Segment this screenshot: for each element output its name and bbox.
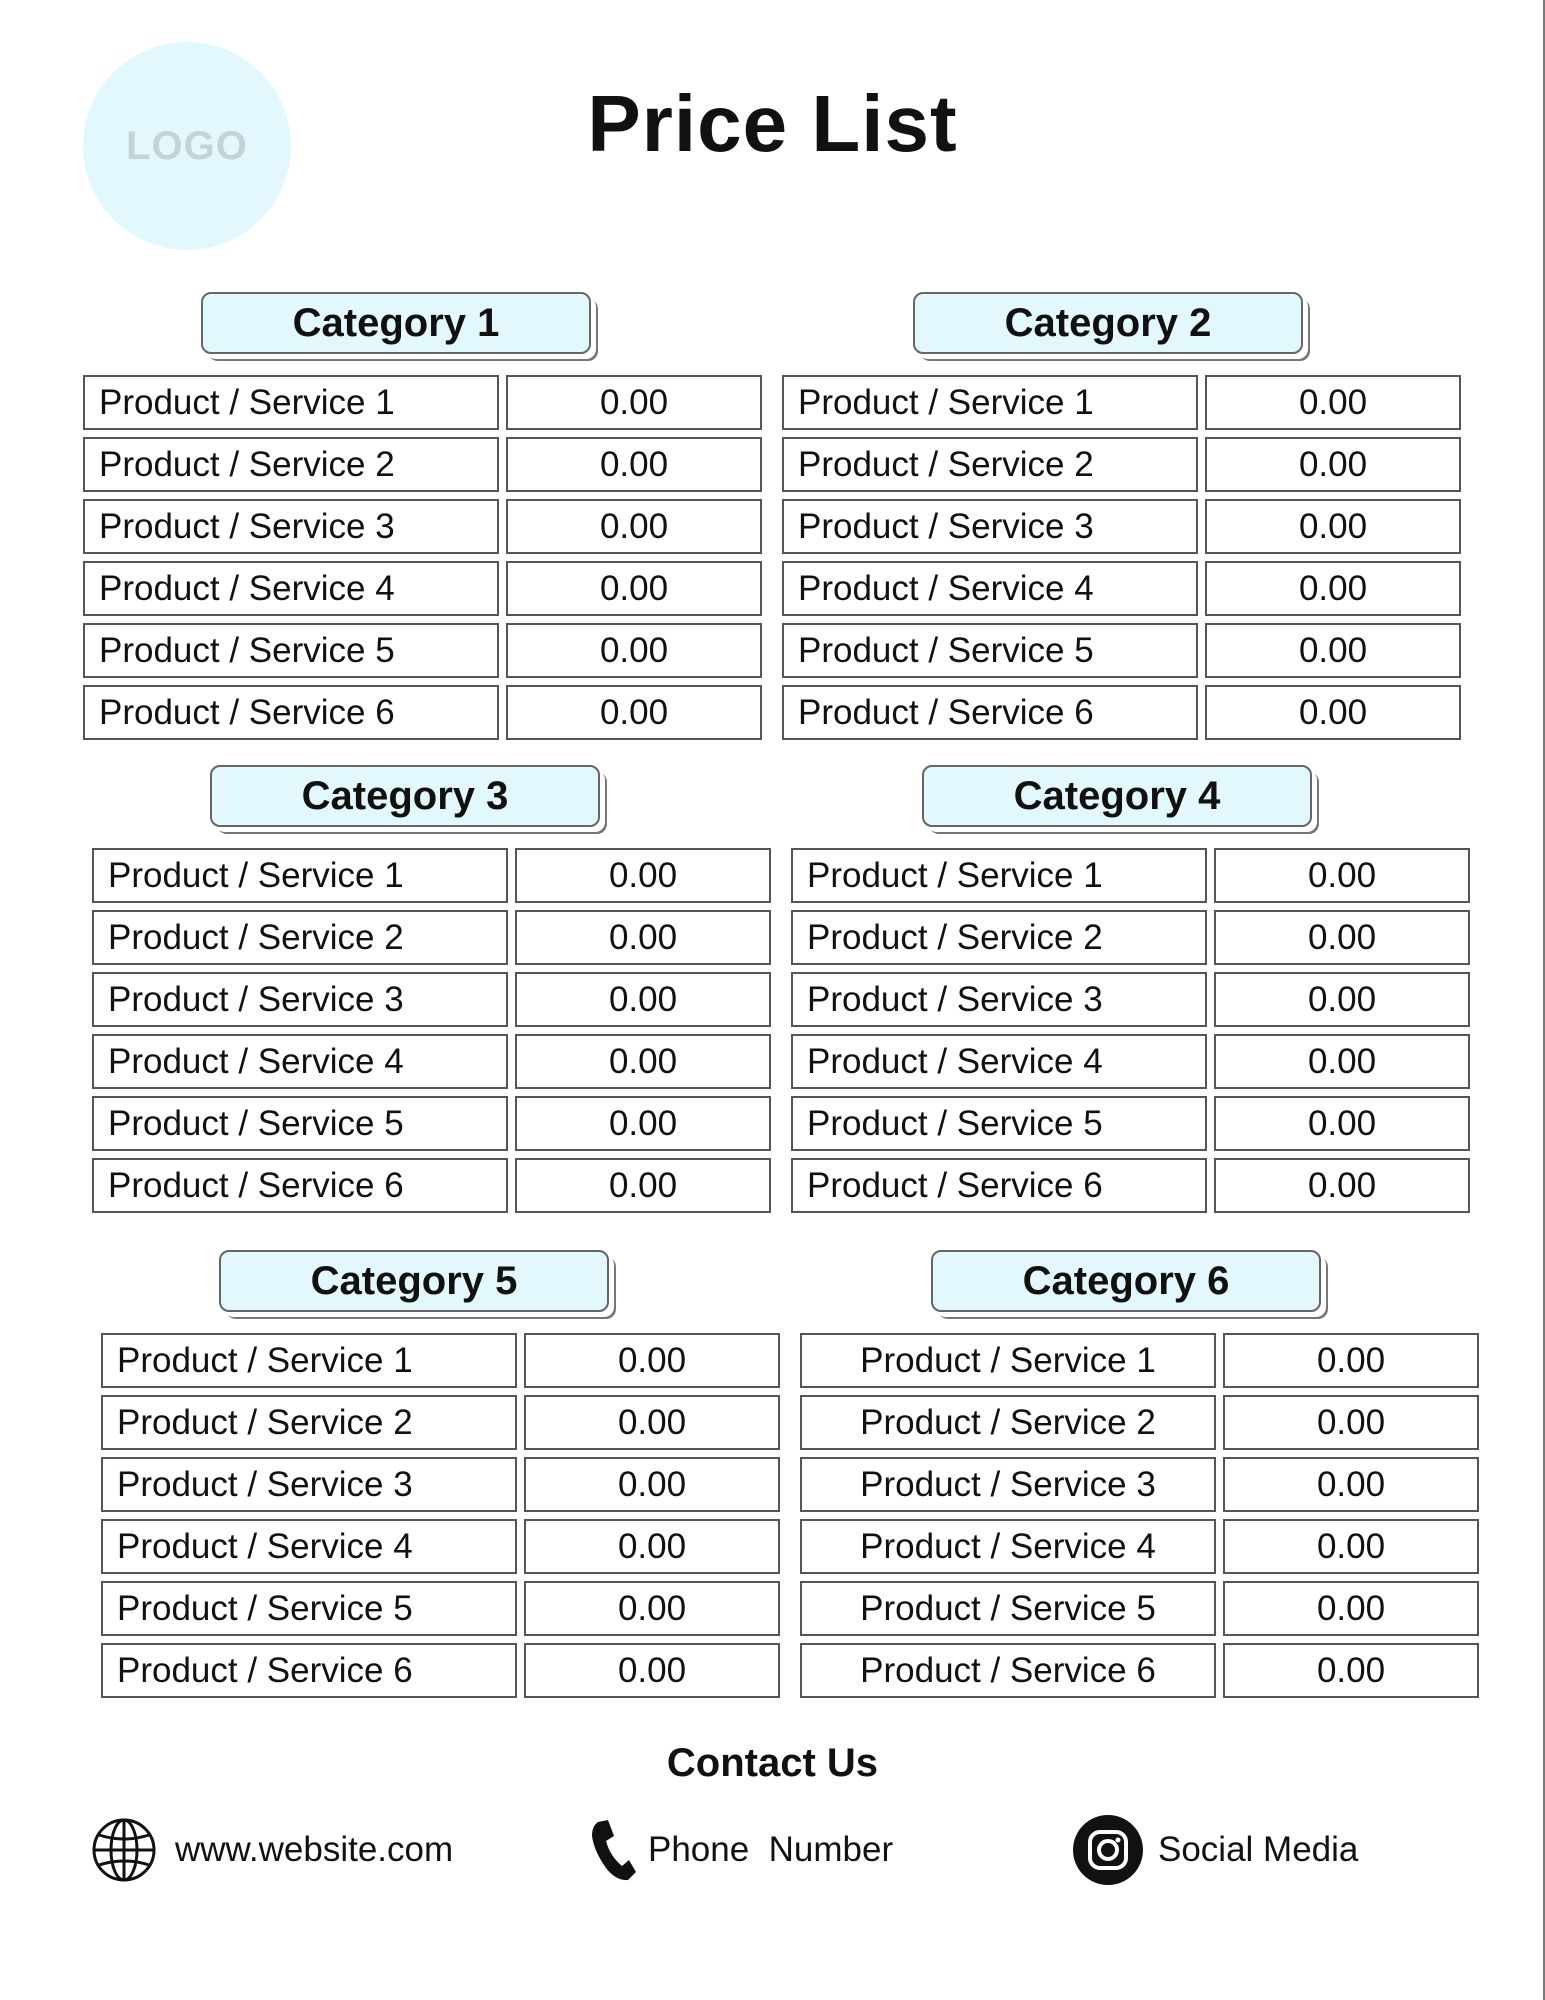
item-price-cell: 0.00 xyxy=(515,1096,771,1151)
item-name-cell: Product / Service 6 xyxy=(791,1158,1207,1213)
item-name-cell: Product / Service 1 xyxy=(101,1333,517,1388)
item-price-cell: 0.00 xyxy=(1205,375,1461,430)
item-name-cell: Product / Service 3 xyxy=(101,1457,517,1512)
item-name-cell: Product / Service 6 xyxy=(800,1643,1216,1698)
category-header: Category 4 xyxy=(922,765,1312,827)
item-name-cell: Product / Service 2 xyxy=(800,1395,1216,1450)
website-contact[interactable] xyxy=(91,1815,453,1885)
category-header: Category 2 xyxy=(913,292,1303,354)
item-name-cell: Product / Service 1 xyxy=(791,848,1207,903)
category-header: Category 6 xyxy=(931,1250,1321,1312)
item-name-cell: Product / Service 3 xyxy=(92,972,508,1027)
item-name-cell: Product / Service 5 xyxy=(800,1581,1216,1636)
item-name-cell: Product / Service 6 xyxy=(92,1158,508,1213)
item-price-cell: 0.00 xyxy=(1214,1034,1470,1089)
item-price-cell: 0.00 xyxy=(1223,1457,1479,1512)
category-header: Category 1 xyxy=(201,292,591,354)
category-header: Category 3 xyxy=(210,765,600,827)
item-price-cell: 0.00 xyxy=(1205,623,1461,678)
item-name-cell: Product / Service 1 xyxy=(83,375,499,430)
social-label: Social Media xyxy=(1158,1830,1359,1869)
item-price-cell: 0.00 xyxy=(524,1395,780,1450)
item-name-cell: Product / Service 2 xyxy=(782,437,1198,492)
contact-title: Contact Us xyxy=(666,1741,879,1785)
item-price-cell: 0.00 xyxy=(515,1158,771,1213)
item-name-cell: Product / Service 1 xyxy=(800,1333,1216,1388)
item-price-cell: 0.00 xyxy=(506,685,762,740)
globe-icon xyxy=(91,1817,157,1883)
item-price-cell: 0.00 xyxy=(524,1643,780,1698)
item-name-cell: Product / Service 6 xyxy=(83,685,499,740)
item-name-cell: Product / Service 2 xyxy=(92,910,508,965)
item-price-cell: 0.00 xyxy=(506,499,762,554)
item-price-cell: 0.00 xyxy=(1214,1158,1470,1213)
item-name-cell: Product / Service 2 xyxy=(83,437,499,492)
item-price-cell: 0.00 xyxy=(515,910,771,965)
item-name-cell: Product / Service 4 xyxy=(83,561,499,616)
item-name-cell: Product / Service 4 xyxy=(92,1034,508,1089)
item-name-cell: Product / Service 5 xyxy=(791,1096,1207,1151)
item-name-cell: Product / Service 4 xyxy=(782,561,1198,616)
logo-text: LOGO xyxy=(126,123,248,168)
item-price-cell: 0.00 xyxy=(1205,685,1461,740)
item-name-cell: Product / Service 3 xyxy=(800,1457,1216,1512)
item-price-cell: 0.00 xyxy=(506,623,762,678)
item-name-cell: Product / Service 3 xyxy=(83,499,499,554)
category-header: Category 5 xyxy=(219,1250,609,1312)
item-name-cell: Product / Service 3 xyxy=(791,972,1207,1027)
social-contact[interactable] xyxy=(1072,1815,1358,1885)
item-name-cell: Product / Service 5 xyxy=(83,623,499,678)
item-price-cell: 0.00 xyxy=(524,1333,780,1388)
item-price-cell: 0.00 xyxy=(506,561,762,616)
item-name-cell: Product / Service 1 xyxy=(782,375,1198,430)
item-price-cell: 0.00 xyxy=(524,1581,780,1636)
item-name-cell: Product / Service 2 xyxy=(101,1395,517,1450)
phone-contact[interactable] xyxy=(588,1815,893,1885)
item-price-cell: 0.00 xyxy=(506,375,762,430)
instagram-icon xyxy=(1072,1814,1144,1886)
item-price-cell: 0.00 xyxy=(1214,910,1470,965)
item-price-cell: 0.00 xyxy=(524,1519,780,1574)
item-price-cell: 0.00 xyxy=(1205,561,1461,616)
item-price-cell: 0.00 xyxy=(1214,1096,1470,1151)
phone-icon xyxy=(588,1818,638,1882)
item-price-cell: 0.00 xyxy=(1214,848,1470,903)
page-title: Price List xyxy=(587,79,958,168)
item-name-cell: Product / Service 1 xyxy=(92,848,508,903)
phone-label: Phone Number xyxy=(648,1830,894,1869)
item-price-cell: 0.00 xyxy=(1223,1395,1479,1450)
item-price-cell: 0.00 xyxy=(1223,1581,1479,1636)
item-name-cell: Product / Service 2 xyxy=(791,910,1207,965)
item-price-cell: 0.00 xyxy=(1205,437,1461,492)
item-price-cell: 0.00 xyxy=(1223,1519,1479,1574)
item-name-cell: Product / Service 5 xyxy=(92,1096,508,1151)
item-name-cell: Product / Service 5 xyxy=(782,623,1198,678)
item-name-cell: Product / Service 5 xyxy=(101,1581,517,1636)
item-price-cell: 0.00 xyxy=(524,1457,780,1512)
item-price-cell: 0.00 xyxy=(1223,1643,1479,1698)
item-name-cell: Product / Service 4 xyxy=(791,1034,1207,1089)
item-price-cell: 0.00 xyxy=(1223,1333,1479,1388)
item-price-cell: 0.00 xyxy=(1214,972,1470,1027)
item-price-cell: 0.00 xyxy=(515,1034,771,1089)
item-price-cell: 0.00 xyxy=(515,848,771,903)
item-name-cell: Product / Service 4 xyxy=(101,1519,517,1574)
item-price-cell: 0.00 xyxy=(506,437,762,492)
item-name-cell: Product / Service 3 xyxy=(782,499,1198,554)
website-label: www.website.com xyxy=(175,1830,454,1869)
item-name-cell: Product / Service 6 xyxy=(782,685,1198,740)
item-price-cell: 0.00 xyxy=(1205,499,1461,554)
item-name-cell: Product / Service 6 xyxy=(101,1643,517,1698)
item-name-cell: Product / Service 4 xyxy=(800,1519,1216,1574)
item-price-cell: 0.00 xyxy=(515,972,771,1027)
